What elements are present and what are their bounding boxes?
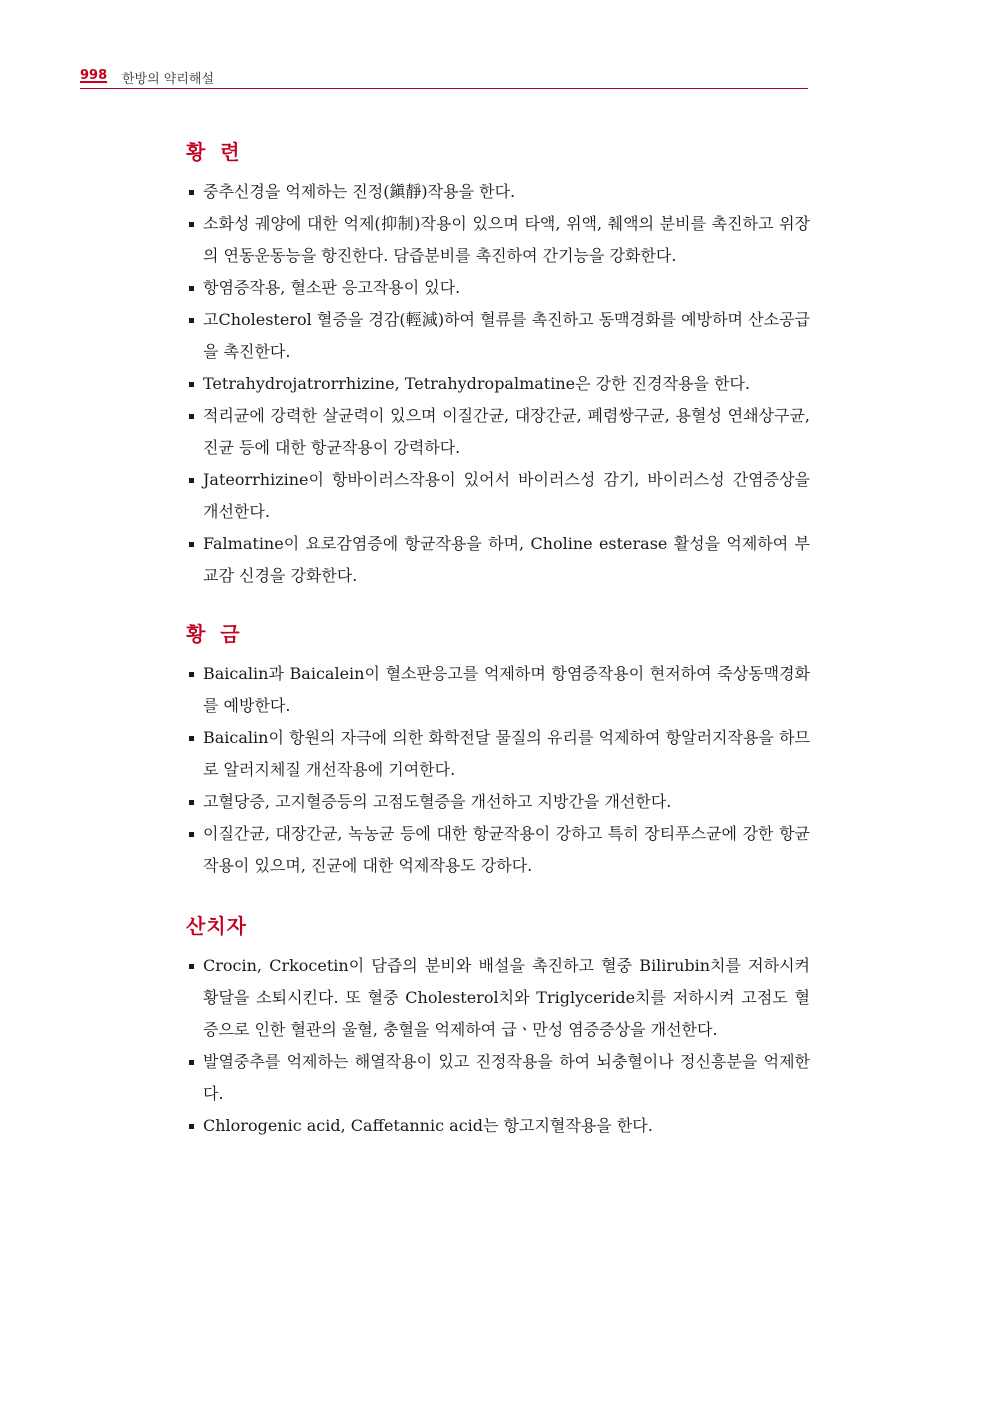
page-number: 998 xyxy=(80,68,108,83)
section-title: 산치자 xyxy=(186,914,247,938)
list-item: 소화성 궤양에 대한 억제(抑制)작용이 있으며 타액, 위액, 췌액의 분비를 촉진하고 위장의 연동운동능을 항진한다. 담즙분비를 촉진하여 간기능을 강화한다. xyxy=(186,208,810,272)
book-title: 한방의 약리해설 xyxy=(122,72,215,87)
list-item: Jateorrhizine이 항바이러스작용이 있어서 바이러스성 감기, 바이러스성 간염증상을 개선한다. xyxy=(186,464,810,528)
section-title: 황 금 xyxy=(186,622,244,646)
section-title: 황 련 xyxy=(186,140,244,164)
list-item: 항염증작용, 혈소판 응고작용이 있다. xyxy=(186,272,810,304)
list-item: 이질간균, 대장간균, 녹농균 등에 대한 항균작용이 강하고 특히 장티푸스균에 강한 항균작용이 있으며, 진균에 대한 억제작용도 강하다. xyxy=(186,818,810,882)
list-item: 고혈당증, 고지혈증등의 고점도혈증을 개선하고 지방간을 개선한다. xyxy=(186,786,810,818)
section-hwangryeon xyxy=(186,138,810,592)
list-item: 적리균에 강력한 살균력이 있으며 이질간균, 대장간균, 폐렴쌍구균, 용혈성 연쇄상구균, 진균 등에 대한 항균작용이 강력하다. xyxy=(186,400,810,464)
list-item: 고Cholesterol 혈증을 경감(輕減)하여 혈류를 촉진하고 동맥경화를 예방하며 산소공급을 촉진한다. xyxy=(186,304,810,368)
list-item: Baicalin이 항원의 자극에 의한 화학전달 물질의 유리를 억제하여 항알러지작용을 하므로 알러지체질 개선작용에 기여한다. xyxy=(186,722,810,786)
section-hwanggeum xyxy=(186,620,810,882)
list-item: Baicalin과 Baicalein이 혈소판응고를 억제하며 항염증작용이 현저하여 죽상동맥경화를 예방한다. xyxy=(186,658,810,722)
list-item: Falmatine이 요로감염증에 항균작용을 하며, Choline esterase 활성을 억제하여 부교감 신경을 강화한다. xyxy=(186,528,810,592)
section-sanchija xyxy=(186,912,810,1142)
list-item: Crocin, Crkocetin이 담즙의 분비와 배설을 촉진하고 혈중 Bilirubin치를 저하시켜 황달을 소퇴시킨다. 또 혈중 Cholesterol치와 Triglyceride치를 저하시켜 고점도 혈증으로 인한 혈관의 울혈, 충혈을 억제하여 급ㆍ만성 염증증상을 개선한다. xyxy=(186,950,810,1046)
page-header xyxy=(80,66,808,89)
item-list xyxy=(186,658,810,882)
list-item: 중추신경을 억제하는 진정(鎭靜)작용을 한다. xyxy=(186,176,810,208)
list-item: Chlorogenic acid, Caffetannic acid는 항고지혈작용을 한다. xyxy=(186,1110,810,1142)
item-list xyxy=(186,176,810,592)
list-item: 발열중추를 억제하는 해열작용이 있고 진정작용을 하여 뇌충혈이나 정신흥분을 억제한다. xyxy=(186,1046,810,1110)
item-list xyxy=(186,950,810,1142)
list-item: Tetrahydrojatrorrhizine, Tetrahydropalmatine은 강한 진경작용을 한다. xyxy=(186,368,810,400)
